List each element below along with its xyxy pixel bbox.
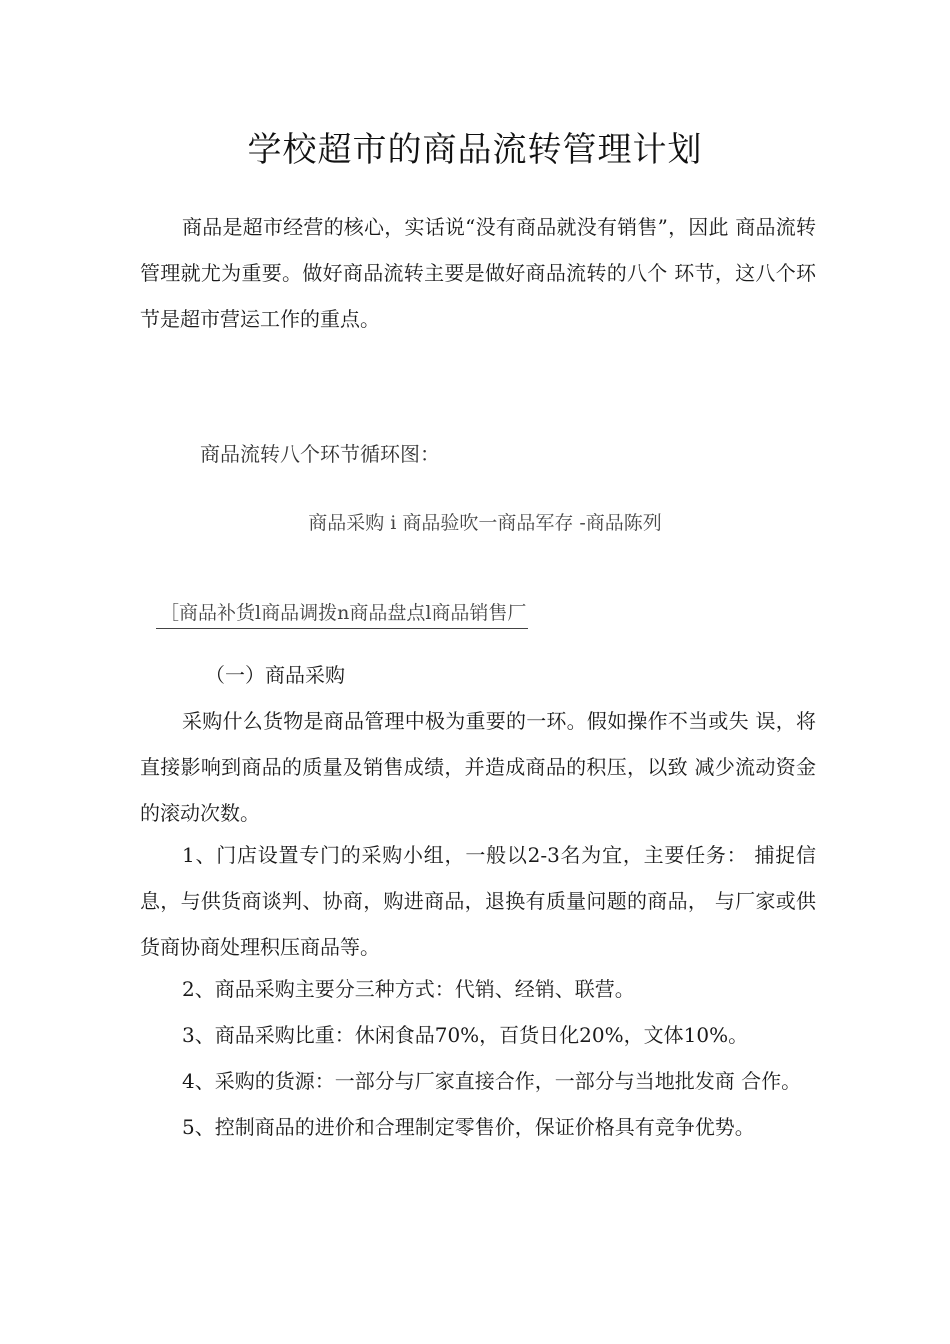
- cycle-diagram-row-1: 商品采购 i 商品验吹一商品军存 -商品陈列: [308, 512, 662, 534]
- cycle-diagram-row-2: ［商品补货l商品调拨n商品盘点l商品销售厂: [156, 598, 528, 629]
- list-item: 2、商品采购主要分三种方式：代销、经销、联营。: [182, 977, 635, 1001]
- section-intro-paragraph: 采购什么货物是商品管理中极为重要的一环。假如操作不当或失 误，将直接影响到商品的质量及销售成绩，并造成商品的积压，以致 减少流动资金的滚动次数。: [140, 709, 816, 825]
- intro-paragraph: 商品是超市经营的核心，实话说“没有商品就没有销售”，因此 商品流转管理就尤为重要。做好商品流转主要是做好商品流转的八个 环节，这八个环节是超市营运工作的重点。: [140, 215, 816, 331]
- diagram-label: 商品流转八个环节循环图：: [200, 442, 440, 466]
- list-item: 3、商品采购比重：休闲食品70%，百货日化20%，文体10%。: [182, 1023, 749, 1047]
- list-item: 5、控制商品的进价和合理制定零售价，保证价格具有竞争优势。: [182, 1115, 755, 1139]
- document-title: 学校超市的商品流转管理计划: [247, 130, 703, 170]
- list-item: 1、门店设置专门的采购小组，一般以2-3名为宜，主要任务： 捕捉信息，与供货商谈判、协商，购进商品，退换有质量问题的商品， 与厂家或供货商协商处理积压商品等。: [140, 843, 816, 959]
- list-item: 4、采购的货源：一部分与厂家直接合作，一部分与当地批发商 合作。: [182, 1069, 802, 1093]
- section-heading: （一）商品采购: [205, 663, 345, 687]
